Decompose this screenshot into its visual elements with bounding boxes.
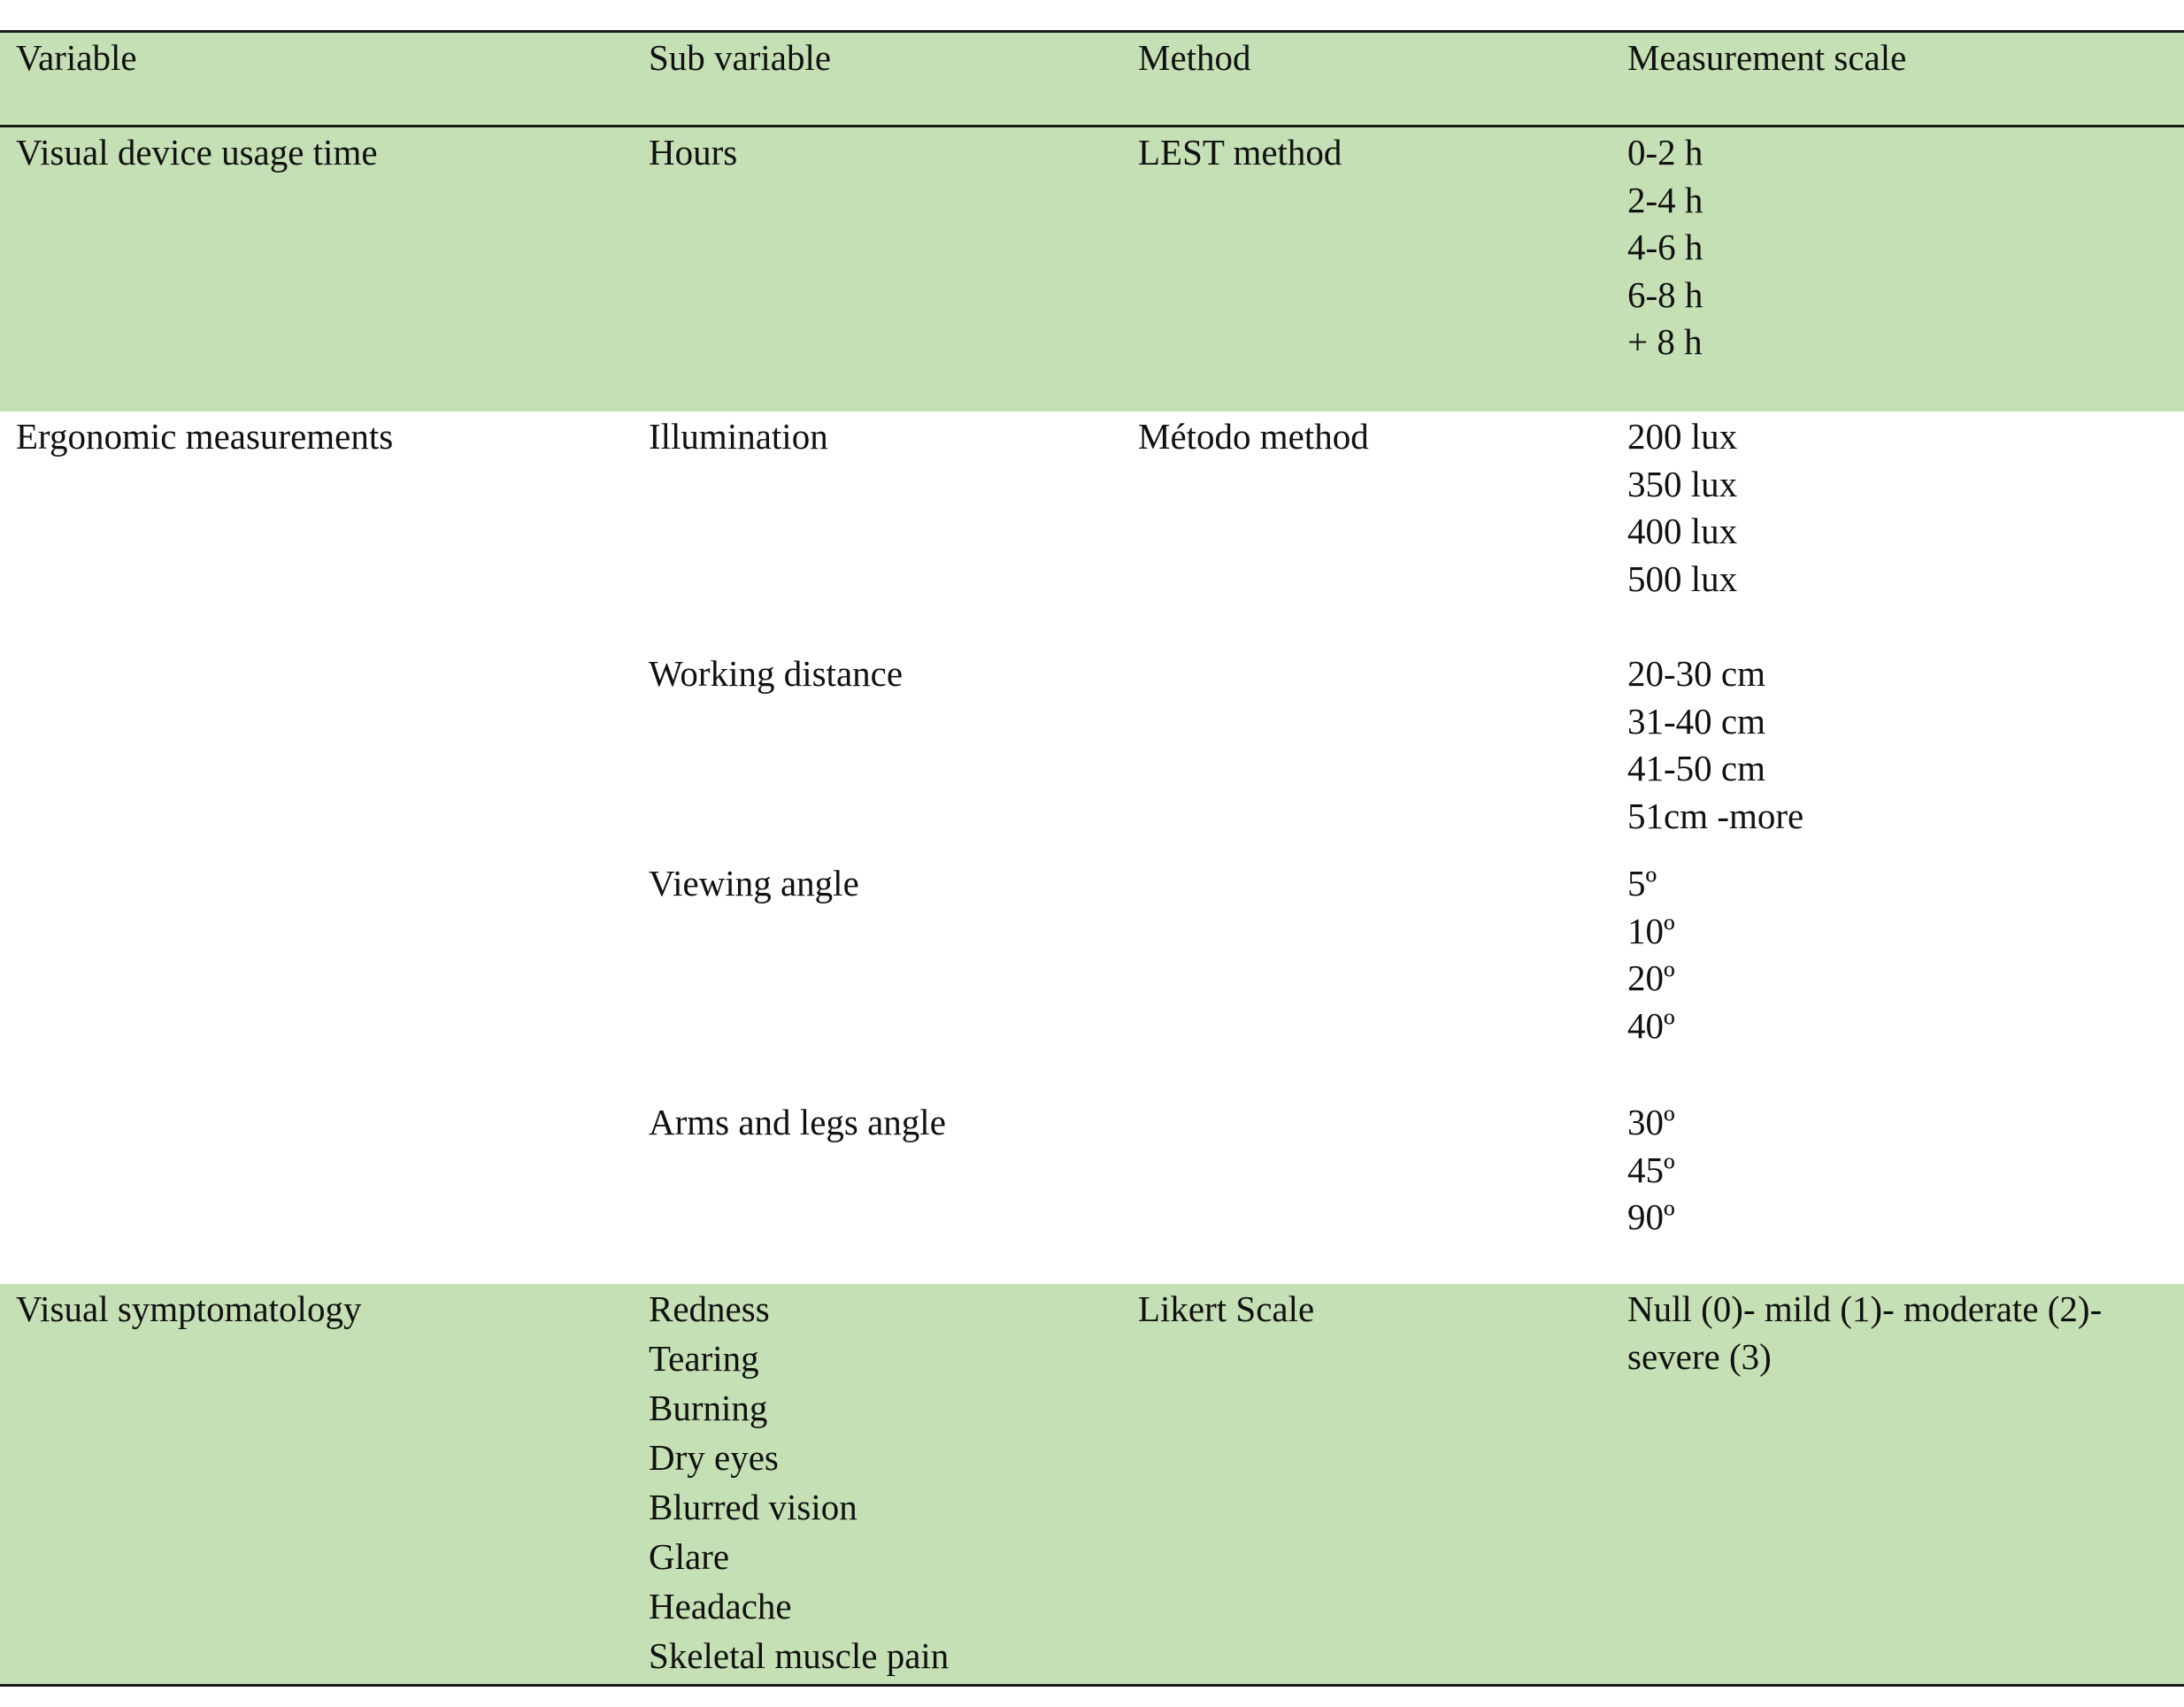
cell-variable: Visual device usage time bbox=[16, 132, 378, 173]
scale-item: 400 lux bbox=[1627, 511, 1738, 551]
scale-item: 45º bbox=[1627, 1149, 1675, 1190]
header-method: Method bbox=[1138, 37, 1251, 78]
scale-item: 2-4 h bbox=[1627, 179, 1703, 220]
scale-item: 0-2 h bbox=[1627, 132, 1703, 173]
cell-sub-variable-working-distance: Working distance bbox=[649, 653, 904, 694]
symptom-item: Headache bbox=[649, 1586, 792, 1626]
scale-item: 6-8 h bbox=[1627, 273, 1703, 315]
variables-table bbox=[0, 30, 2184, 1687]
cell-method: LEST method bbox=[1138, 132, 1342, 173]
cell-sub-variable: Hours bbox=[649, 132, 738, 173]
cell-method: Método method bbox=[1138, 416, 1369, 457]
symptom-item: Blurred vision bbox=[649, 1487, 857, 1527]
symptom-item: Burning bbox=[649, 1388, 768, 1428]
scale-item: 30º bbox=[1627, 1102, 1675, 1142]
table-row-usage-time bbox=[0, 127, 2184, 411]
scale-item: 90º bbox=[1627, 1196, 1675, 1237]
scale-item: 350 lux bbox=[1627, 463, 1738, 504]
scale-item: 200 lux bbox=[1627, 416, 1738, 457]
cell-method: Likert Scale bbox=[1138, 1288, 1315, 1329]
cell-sub-variable-list bbox=[649, 1286, 949, 1682]
scale-item: 51cm -more bbox=[1627, 795, 1804, 836]
cell-sub-variable-illumination: Illumination bbox=[649, 416, 828, 457]
scale-item: + 8 h bbox=[1627, 321, 1703, 362]
cell-sub-variable-viewing-angle: Viewing angle bbox=[649, 863, 859, 903]
cell-scale-list bbox=[1627, 413, 1737, 603]
scale-item: 40º bbox=[1627, 1004, 1675, 1046]
scale-item: 5º bbox=[1627, 863, 1657, 903]
cell-variable: Ergonomic measurements bbox=[16, 416, 394, 457]
cell-scale-list bbox=[1627, 129, 1703, 366]
scale-item: 20-30 cm bbox=[1627, 653, 1765, 694]
scale-item: 4-6 h bbox=[1627, 227, 1703, 267]
scale-item: 500 lux bbox=[1627, 557, 1738, 599]
header-variable: Variable bbox=[16, 37, 137, 78]
cell-scale-text: Null (0)- mild (1)- moderate (2)- severe (3) bbox=[1627, 1288, 2103, 1377]
symptom-item: Redness bbox=[649, 1288, 770, 1329]
cell-scale-list bbox=[1627, 650, 1803, 840]
cell-scale-list bbox=[1627, 1099, 1675, 1242]
scale-item: 31-40 cm bbox=[1627, 700, 1765, 742]
symptom-item: Tearing bbox=[649, 1338, 759, 1379]
cell-variable: Visual symptomatology bbox=[16, 1288, 362, 1329]
scale-item: 41-50 cm bbox=[1627, 748, 1765, 788]
table-row-symptomatology bbox=[0, 1284, 2184, 1684]
scale-item: 10º bbox=[1627, 910, 1675, 951]
header-measurement-scale: Measurement scale bbox=[1627, 37, 1907, 78]
scale-item: 20º bbox=[1627, 957, 1675, 998]
symptom-item: Glare bbox=[649, 1536, 730, 1577]
symptom-item: Dry eyes bbox=[649, 1437, 779, 1478]
header-sub-variable: Sub variable bbox=[649, 37, 832, 78]
symptom-item: Skeletal muscle pain bbox=[649, 1635, 950, 1676]
table-row-ergonomic bbox=[0, 411, 2184, 1284]
table-header-row bbox=[0, 33, 2184, 127]
cell-sub-variable-arms-legs-angle: Arms and legs angle bbox=[649, 1102, 946, 1142]
cell-scale-list bbox=[1627, 860, 1675, 1050]
